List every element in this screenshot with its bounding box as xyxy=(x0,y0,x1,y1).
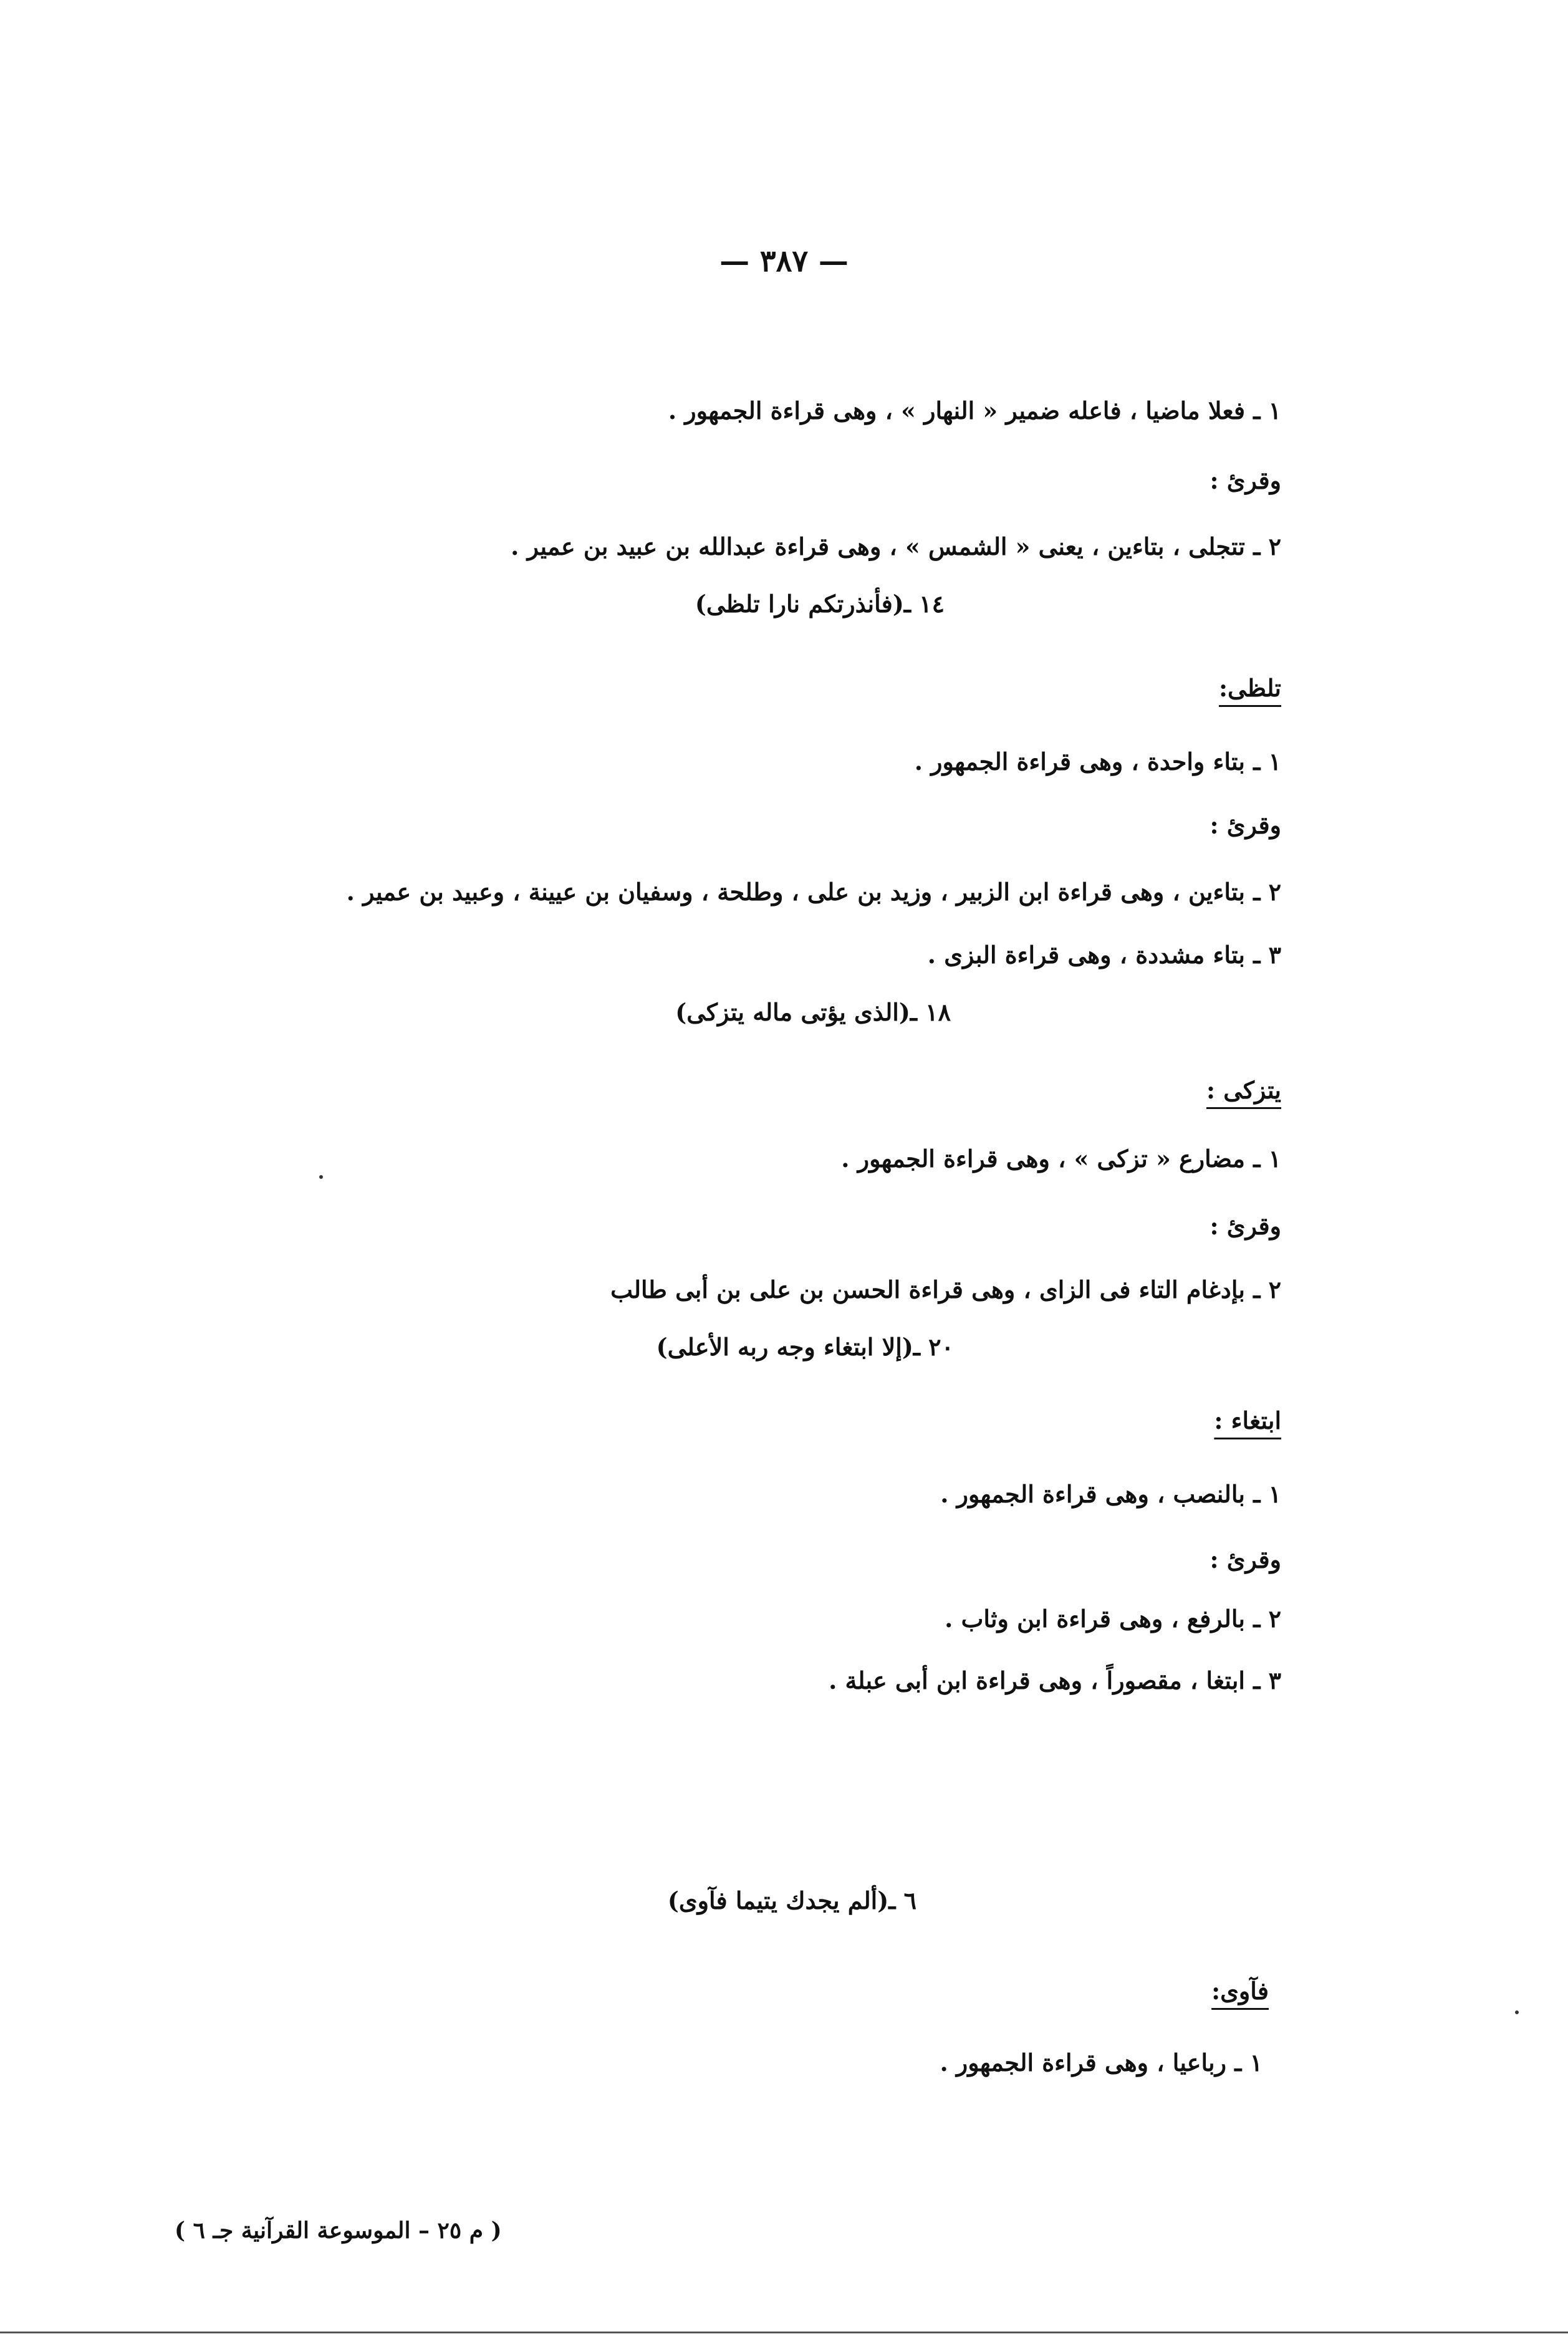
term-heading: يتزكى : xyxy=(1206,1076,1281,1104)
scan-speck xyxy=(319,1175,323,1179)
scan-speck xyxy=(1515,2010,1519,2014)
text-line: ١ ـ فعلا ماضيا ، فاعله ضمير « النهار » ، وهى قراءة الجمهور . xyxy=(668,396,1281,425)
verse-line: ٦ ـ(ألم يجدك يتيما فآوى) xyxy=(667,1886,916,1914)
text-line: ٢ ـ تتجلى ، بتاءين ، يعنى « الشمس » ، وهى قراءة عبدالله بن عبيد بن عمير . xyxy=(511,532,1281,560)
bottom-edge-rule xyxy=(0,2332,1568,2333)
text-line: وقرئ : xyxy=(1210,466,1281,494)
text-line: ١ ـ مضارع « تزكى » ، وهى قراءة الجمهور . xyxy=(841,1145,1281,1173)
text-line: وقرئ : xyxy=(1210,1545,1281,1573)
text-line: وقرئ : xyxy=(1210,1212,1281,1240)
term-heading: تلظى: xyxy=(1218,674,1281,702)
text-line: ٢ ـ بالرفع ، وهى قراءة ابن وثاب . xyxy=(945,1605,1281,1633)
text-line: وقرئ : xyxy=(1210,811,1281,839)
verse-line: ١٨ ـ(الذى يؤتى ماله يتزكى) xyxy=(675,998,951,1026)
text-line: ٣ ـ بتاء مشددة ، وهى قراءة البزى . xyxy=(927,941,1281,969)
term-heading: فآوى: xyxy=(1211,1977,1269,2005)
text-line: ٣ ـ ابتغا ، مقصوراً ، وهى قراءة ابن أبى عبلة . xyxy=(829,1666,1281,1694)
verse-line: ٢٠ ـ(إلا ابتغاء وجه ربه الأعلى) xyxy=(656,1333,954,1361)
text-line: ٢ ـ بتاءين ، وهى قراءة ابن الزبير ، وزيد بن على ، وطلحة ، وسفيان بن عيينة ، وعبيد بن عمير . xyxy=(346,878,1281,906)
text-line: ٢ ـ بإدغام التاء فى الزاى ، وهى قراءة الحسن بن على بن أبى طالب xyxy=(610,1275,1281,1304)
text-line: ١ ـ بالنصب ، وهى قراءة الجمهور . xyxy=(940,1480,1281,1508)
verse-line: ١٤ ـ(فأنذرتكم نارا تلظى) xyxy=(695,590,945,618)
term-heading: ابتغاء : xyxy=(1214,1406,1281,1434)
text-line: ١ ـ رباعيا ، وهى قراءة الجمهور . xyxy=(940,2048,1263,2077)
page-footer: ( م ٢٥ – الموسوعة القرآنية جـ ٦ ) xyxy=(175,2217,502,2244)
page-number: — ٣٨٧ — xyxy=(719,244,849,279)
text-line: ١ ـ بتاء واحدة ، وهى قراءة الجمهور . xyxy=(914,747,1281,776)
